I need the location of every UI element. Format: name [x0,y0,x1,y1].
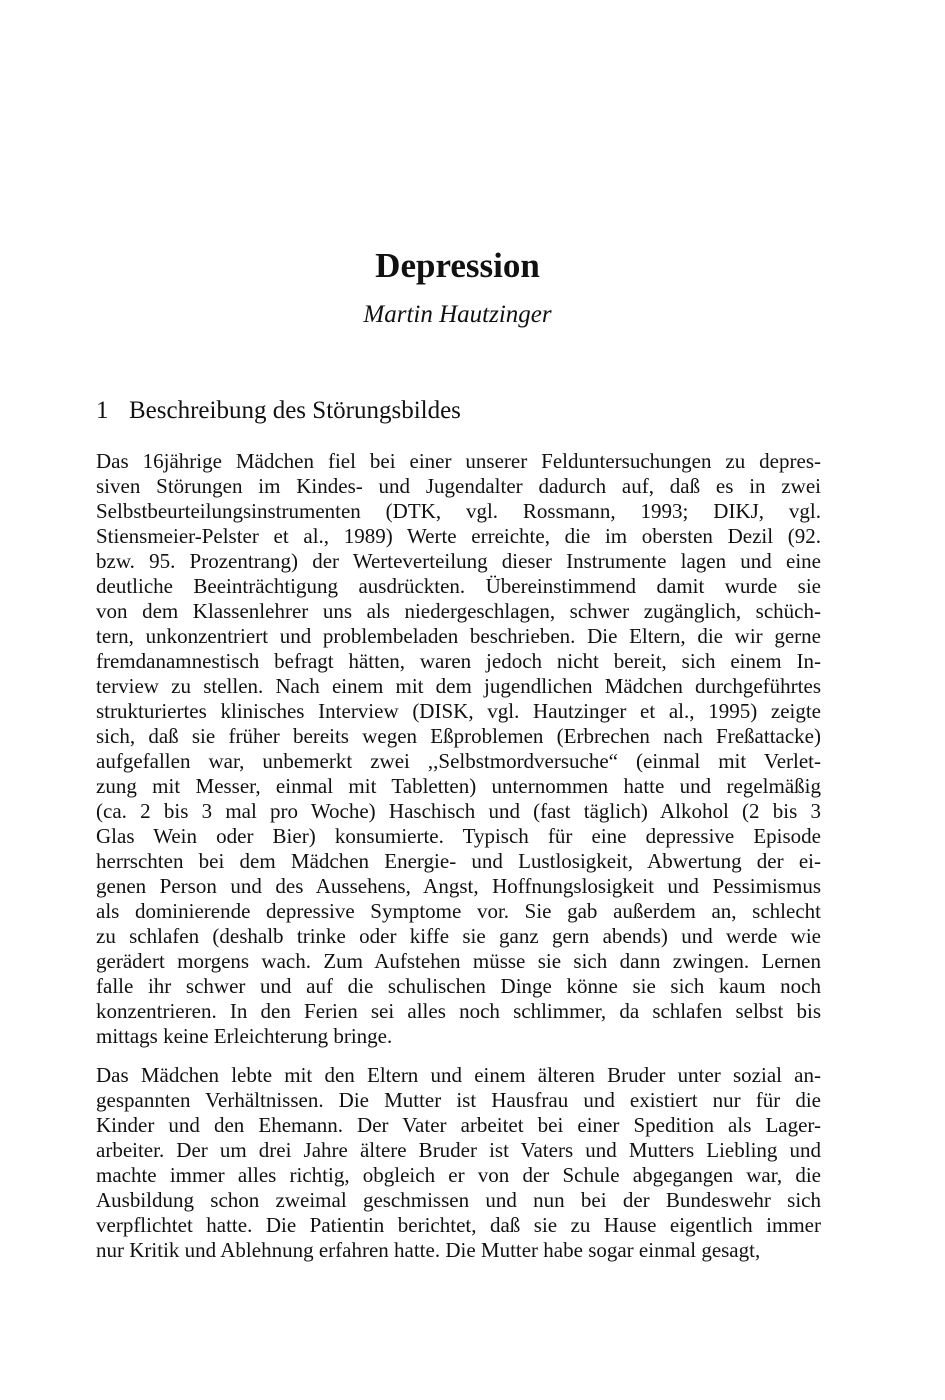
text-line: zung mit Messer, einmal mit Tabletten) unternommen hatte und regelmäßig [96,774,821,798]
text-line: fremdanamnestisch befragt hätten, waren jedoch nicht bereit, sich einem In- [96,649,821,673]
text-line: Das Mädchen lebte mit den Eltern und einem älteren Bruder unter sozial an- [96,1063,821,1087]
text-line: Selbstbeurteilungsinstrumenten (DTK, vgl. Rossmann, 1993; DIKJ, vgl. [96,499,821,523]
text-line: herrschten bei dem Mädchen Energie- und Lustlosigkeit, Abwertung der ei- [96,849,821,873]
text-line: Stiensmeier-Pelster et al., 1989) Werte erreichte, die im obersten Dezil (92. [96,524,821,548]
text-line: aufgefallen war, unbemerkt zwei ,,Selbstmordversuche“ (einmal mit Verlet- [96,749,821,773]
text-line: Glas Wein oder Bier) konsumierte. Typisch für eine depressive Episode [96,824,821,848]
text-line: machte immer alles richtig, obgleich er von der Schule abgegangen war, die [96,1163,821,1187]
section-heading [96,394,461,428]
text-line: bzw. 95. Prozentrang) der Werteverteilung dieser Instrumente lagen und eine [96,549,821,573]
text-line: tern, unkonzentriert und problembeladen beschrieben. Die Eltern, die wir gerne [96,624,821,648]
text-line: deutliche Beeinträchtigung ausdrückten. Übereinstimmend damit wurde sie [96,574,821,598]
text-line: zu schlafen (deshalb trinke oder kiffe sie ganz gern abends) und werde wie [96,924,821,948]
chapter-title: Depression [375,246,540,285]
text-line: arbeiter. Der um drei Jahre ältere Bruder ist Vaters und Mutters Liebling und [96,1138,821,1162]
text-line: siven Störungen im Kindes- und Jugendalter dadurch auf, daß es in zwei [96,474,821,498]
text-line: sich, daß sie früher bereits wegen Eßproblemen (Erbrechen nach Freßattacke) [96,724,821,748]
text-line: gerädert morgens wach. Zum Aufstehen müsse sie sich dann zwingen. Lernen [96,949,821,973]
text-line: mittags keine Erleichterung bringe. [96,1024,393,1048]
paragraph [96,449,821,1049]
text-line: nur Kritik und Ablehnung erfahren hatte. Die Mutter habe sogar einmal gesagt, [96,1238,761,1262]
text-line: gespannten Verhältnissen. Die Mutter ist Hausfrau und existiert nur für die [96,1088,821,1112]
section-number: 1 [96,397,109,424]
text-line: konzentrieren. In den Ferien sei alles noch schlimmer, da schlafen selbst bis [96,999,821,1023]
text-line: terview zu stellen. Nach einem mit dem jugendlichen Mädchen durchgeführtes [96,674,821,698]
text-line: verpflichtet hatte. Die Patientin berichtet, daß sie zu Hause eigentlich immer [96,1213,821,1237]
text-line: (ca. 2 bis 3 mal pro Woche) Haschisch und (fast täglich) Alkohol (2 bis 3 [96,799,821,823]
text-line: Das 16jährige Mädchen fiel bei einer unserer Felduntersuchungen zu depres- [96,449,821,473]
text-line: genen Person und des Aussehens, Angst, Hoffnungslosigkeit und Pessimismus [96,874,821,898]
text-line: falle ihr schwer und auf die schulischen Dinge könne sie sich kaum noch [96,974,821,998]
text-line: Kinder und den Ehemann. Der Vater arbeitet bei einer Spedition als Lager- [96,1113,821,1137]
text-line: Ausbildung schon zweimal geschmissen und nun bei der Bundeswehr sich [96,1188,821,1212]
text-line: strukturiertes klinisches Interview (DISK, vgl. Hautzinger et al., 1995) zeigte [96,699,821,723]
author-name: Martin Hautzinger [363,301,552,328]
text-line: als dominierende depressive Symptome vor. Sie gab außerdem an, schlecht [96,899,821,923]
section-title: Beschreibung des Störungsbildes [129,397,461,424]
text-line: von dem Klassenlehrer uns als niedergeschlagen, schwer zugänglich, schüch- [96,599,821,623]
paragraph [96,1063,821,1263]
